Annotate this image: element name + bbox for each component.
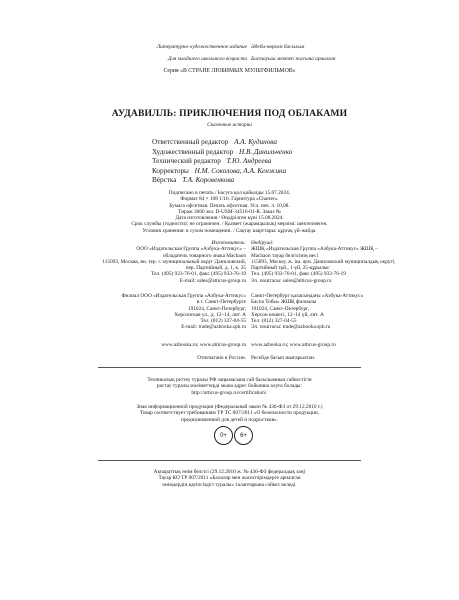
manufacturer-line: 115093, Москва, вн. тер. г. муниципальный округ Даниловский, [102,258,246,265]
print-info-line: Бумага офсетная. Печать офсетная. Усл. печ. л. 10,08. [169,202,290,209]
credit-role: Корректоры [152,166,189,175]
manufacturer-line: пер. Партийный, д. 1, к. 25 [185,265,246,272]
branch-line: Филиал ООО «Издательская Группа «Азбука-Аттикус» [121,293,246,299]
credit-person: А.А. Кудинова [234,138,277,146]
branch-line: 191024, Санкт-Петербург, [251,305,310,312]
credit-role: Технический редактор [152,157,221,166]
header-right-2: Бастауыш мектеп жасына арналған [251,56,336,62]
branch-line: Тел. (812) 327-04-55 [251,318,297,325]
sign-line: Знак информационной продукции (Федеральный закон № 436-ФЗ от 29.12.2010 г.) [136,404,323,410]
credits-block [152,138,392,186]
sign-line: Товар соответствует требованиям ТР ТС 007/2011 «О безопасности продукции, [139,410,320,417]
branch-line: Баспа Тобы» ЖШҚ филиалы [251,299,317,306]
manufacturer-line: 115093, Мәскеу, ж. іш. аум. Даниловский муниципалдық округі, [251,258,396,265]
manufacturer-line: Тел. (495) 933-76-01, факс (495) 933-76-19 [251,271,346,278]
print-info-line: Подписано в печать / Басуға қол қойылды 15.07.2024. [168,190,291,196]
branch-line: Херсон көшесі, 12–14 үй, лит. А [251,311,324,318]
branch-line: в г. Санкт-Петербурге [196,299,246,306]
credit-role: Ответственный редактор [152,138,229,146]
manufacturer-line: обладатель товарного знака Machaon [162,252,246,259]
branch-line: E-mail: trade@azbooka.spb.ru [181,324,246,331]
header-left-2: Для младшего школьного возраста [168,56,247,62]
header-left-1: Литературно-художественное издание [156,44,247,50]
branch-kz [251,293,363,331]
certification-line: растау туралы мәліметтерді мына адрес бойынша алуға болады: [157,383,302,390]
manufacturer-line: Machaon тауар белгісінің иесі [251,252,319,259]
branch-line: Санкт-Петербург қаласындағы «Азбука-Аттикус» [251,293,364,299]
credit-person: Н.М. Соколова, А.А. Кенжина [194,166,287,175]
age-rating-badge: 0+ [214,426,233,445]
printed-in-kz: Ресейде басып шығарылған. [251,355,316,361]
branch-line: Эл. поштасы: trade@azbooka.spb.ru [251,324,331,331]
print-info-line: Срок службы (годности): не ограничен. / Қызмет (жарамдылық) мерзімі: шектелмеген. [131,221,328,228]
age-rating-badge: 6+ [234,426,253,445]
sign-line: предназначенной для детей и подростков». [181,416,278,423]
series-line: Серия «В СТРАНЕ ЛЮБИМЫХ МУЛЬТФИЛЬМОВ» [163,68,296,74]
divider-line [98,367,361,368]
manufacturer-line: ЖШҚ «Издательская Группа «Азбука-Аттикус» ЖШҚ – [251,246,378,253]
credit-row [152,157,392,167]
manufacturer-ru [96,240,246,284]
print-info-line: Условия хранения: в сухом помещении. / Сақтау шарттары: құрғақ үй-жайда. [142,227,317,234]
manufacturer-heading: Изготовитель: [211,240,246,246]
credit-role: Вёрстка [152,176,177,185]
manufacturer-line: Тел. (495) 933-76-01, факс (495) 933-76-19 [151,271,246,278]
print-info-line: Дата изготовления / Өндірілген күні 15.08.2024. [175,215,284,222]
print-info-line: Формат 84 × 108 1/16. Гарнитура «Charter». [180,196,279,203]
credit-row [152,138,392,148]
print-info-line: Тираж 3000 экз. D-USM-34516-01-R. Заказ № [178,208,281,215]
certification-info [0,377,459,396]
header-right-1: Әдеби-көркем басылым [251,44,305,50]
footer-line: Тауар КО ТР 007/2011 «Балалар мен жасөспірімдерге арналған [158,475,301,482]
manufacturer-line: E-mail: sales@atticus-group.ru [179,277,246,284]
info-product-sign [0,404,459,423]
print-info [0,190,459,234]
certification-line: http://atticus-group.ru/certification/. [191,389,268,396]
credit-person: Т.Ю. Андреева [226,157,272,166]
credit-role: Художественный редактор [152,147,234,156]
credit-row [152,167,392,177]
branch-ru [96,293,246,331]
website-kz: www.azbooka.ru; www.atticus-group.ru [251,342,336,348]
manufacturer-line: Эл. поштасы: sales@atticus-group.ru [251,277,332,284]
branch-line: Тел. (812) 327-04-55 [200,318,246,325]
divider-line [98,460,361,461]
credit-person: Т.А. Коровенкова [182,176,235,185]
manufacturer-heading: Өндіруші: [251,240,274,246]
credit-person: Н.В. Данильченко [239,147,293,156]
manufacturer-kz [251,240,395,284]
branch-line: Херсонская ул., д. 12–14, лит. А [174,311,246,318]
book-title: АУДАВИЛЛЬ: ПРИКЛЮЧЕНИЯ ПОД ОБЛАКАМИ [111,108,348,119]
footer-kz [0,469,459,488]
certification-line: Техникалық реттеу туралы РФ заңымасына сай басылымның сәйкестігін [147,377,312,383]
credit-row [152,176,392,186]
credit-row [152,148,392,158]
book-subtitle: Сказочные истории [207,122,252,128]
branch-line: 191024, Санкт-Петербург, [187,305,246,312]
website-ru: www.azbooka.ru; www.atticus-group.ru [161,342,246,348]
manufacturer-line: Партийный тұй., 1-үй, 25-құрылыс [251,265,330,272]
manufacturer-line: ООО «Издательская Группа «Азбука-Аттикус» – [136,246,246,253]
printed-in-ru: Отпечатано в России. [197,355,246,361]
footer-line: өнімдердің қауіпсіздігі туралы» талаптарына сәйкес келеді. [162,481,297,488]
footer-line: Ақпараттық өнім белгісі (29.12.2010 ж. № 436-ФЗ федералдық заң) [153,469,306,475]
